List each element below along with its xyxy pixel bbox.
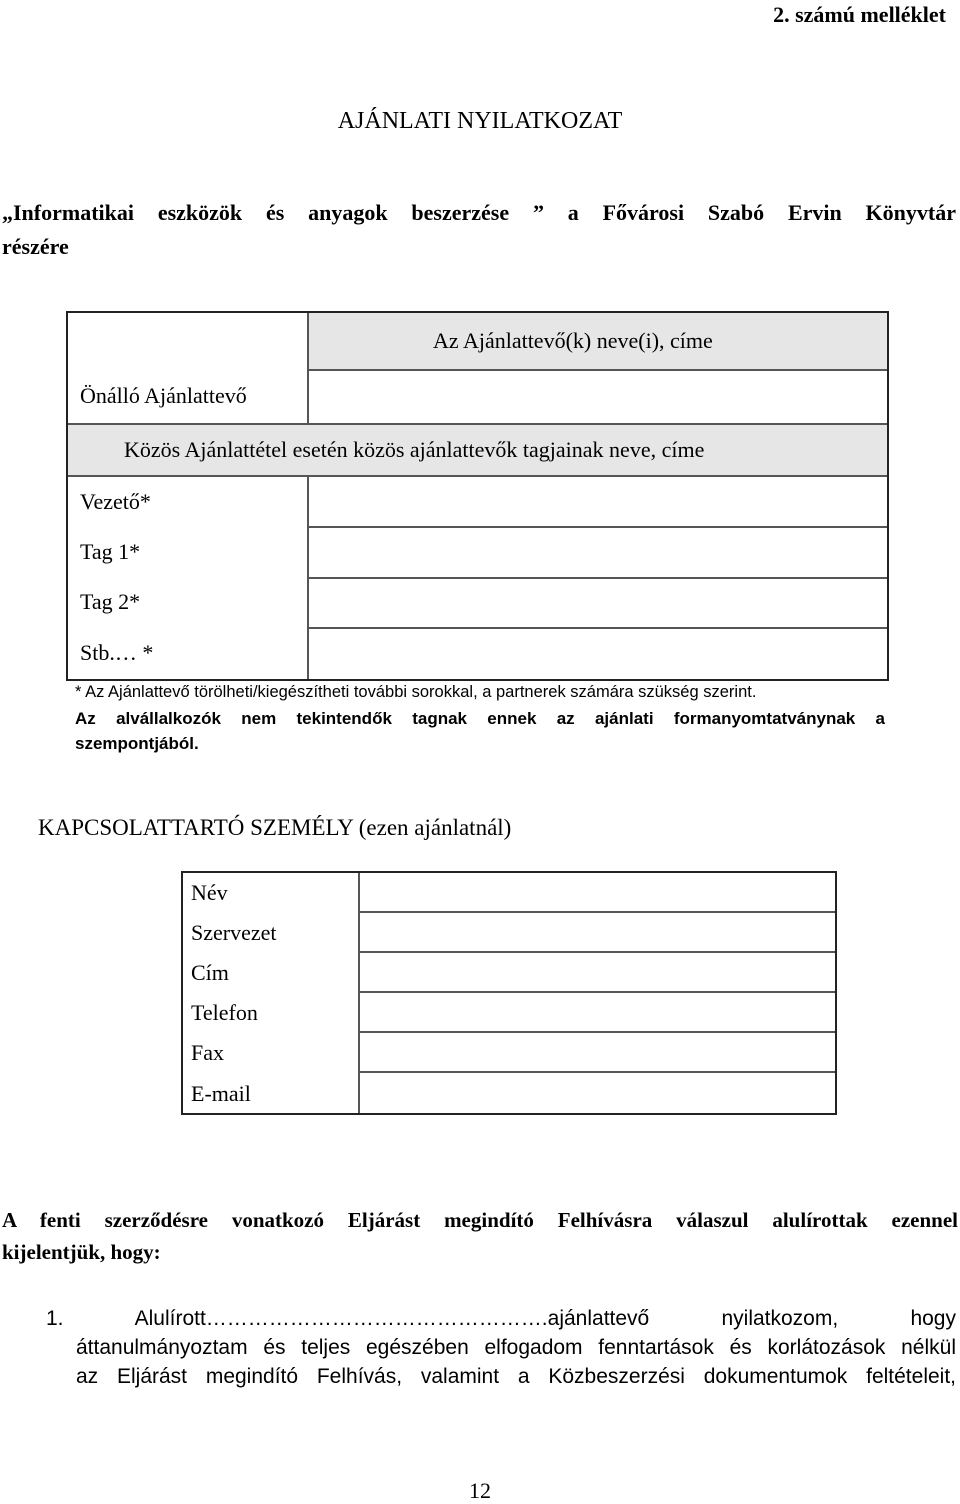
contact-label-email: E-mail bbox=[191, 1081, 251, 1106]
fax-input-cell[interactable] bbox=[360, 1033, 835, 1071]
bidder-table bbox=[66, 311, 889, 681]
row-label-member-2: Tag 2* bbox=[80, 589, 141, 614]
contact-label-phone: Telefon bbox=[191, 1000, 258, 1025]
bidder-header: Az Ajánlattevő(k) neve(i), címe bbox=[433, 328, 713, 353]
contact-label-name: Név bbox=[191, 880, 228, 905]
etc-input-cell[interactable] bbox=[309, 629, 887, 679]
name-input-cell[interactable] bbox=[360, 873, 835, 911]
declaration-intro-line-1: A fenti szerződésre vonatkozó Eljárást megindító Felhívásra válaszul alulírottak ezennel bbox=[2, 1208, 958, 1232]
joint-bid-header: Közös Ajánlattétel esetén közös ajánlattevők tagjainak neve, címe bbox=[124, 437, 705, 462]
document-title: AJÁNLATI NYILATKOZAT bbox=[337, 108, 623, 134]
email-input-cell[interactable] bbox=[360, 1073, 835, 1113]
row-label-leader: Vezető* bbox=[80, 489, 151, 514]
member-2-input-cell[interactable] bbox=[309, 579, 887, 627]
footnote-delete-extend: * Az Ajánlattevő törölheti/kiegészítheti további sorokkal, a partnerek számára szükség szerint. bbox=[75, 683, 757, 701]
organization-input-cell[interactable] bbox=[360, 913, 835, 951]
footnote-subcontractors-line-1: Az alvállalkozók nem tekintendők tagnak ennek az ajánlati formanyomtatványnak a bbox=[75, 709, 885, 728]
row-label-etc: Stb.… * bbox=[80, 640, 154, 665]
phone-input-cell[interactable] bbox=[360, 993, 835, 1031]
contact-section-title: KAPCSOLATTARTÓ SZEMÉLY (ezen ajánlatnál) bbox=[38, 815, 512, 840]
address-input-cell[interactable] bbox=[360, 953, 835, 991]
footnote-subcontractors bbox=[75, 706, 885, 756]
declaration-intro-line-2: kijelentjük, hogy: bbox=[2, 1240, 161, 1264]
item-1-line-1: 1. Alulírott………………………………………….ajánlattevő nyilatkozom, hogy bbox=[46, 1307, 956, 1330]
leader-input-cell[interactable] bbox=[309, 477, 887, 526]
row-label-member-1: Tag 1* bbox=[80, 539, 141, 564]
subject-line-2: részére bbox=[2, 234, 69, 259]
sole-bidder-label: Önálló Ajánlattevő bbox=[80, 383, 247, 408]
declaration-item-1 bbox=[46, 1304, 956, 1391]
subject-heading bbox=[2, 196, 956, 264]
contact-label-organization: Szervezet bbox=[191, 920, 277, 945]
page-number: 12 bbox=[469, 1478, 491, 1503]
contact-label-address: Cím bbox=[191, 960, 229, 985]
contact-table bbox=[181, 871, 837, 1115]
item-1-line-3: az Eljárást megindító Felhívás, valamint a Közbeszerzési dokumentumok feltételeit, bbox=[76, 1365, 956, 1388]
declaration-intro bbox=[2, 1204, 958, 1268]
footnote-subcontractors-line-2: szempontjából. bbox=[75, 734, 199, 753]
member-1-input-cell[interactable] bbox=[309, 528, 887, 577]
subject-line-1: „Informatikai eszközök és anyagok beszerzése ” a Fővárosi Szabó Ervin Könyvtár bbox=[2, 200, 956, 225]
contact-label-fax: Fax bbox=[191, 1040, 224, 1065]
annex-label: 2. számú melléklet bbox=[773, 2, 946, 27]
item-1-line-2: áttanulmányoztam és teljes egészében elfogadom fenntartások és korlátozások nélkül bbox=[76, 1336, 956, 1359]
